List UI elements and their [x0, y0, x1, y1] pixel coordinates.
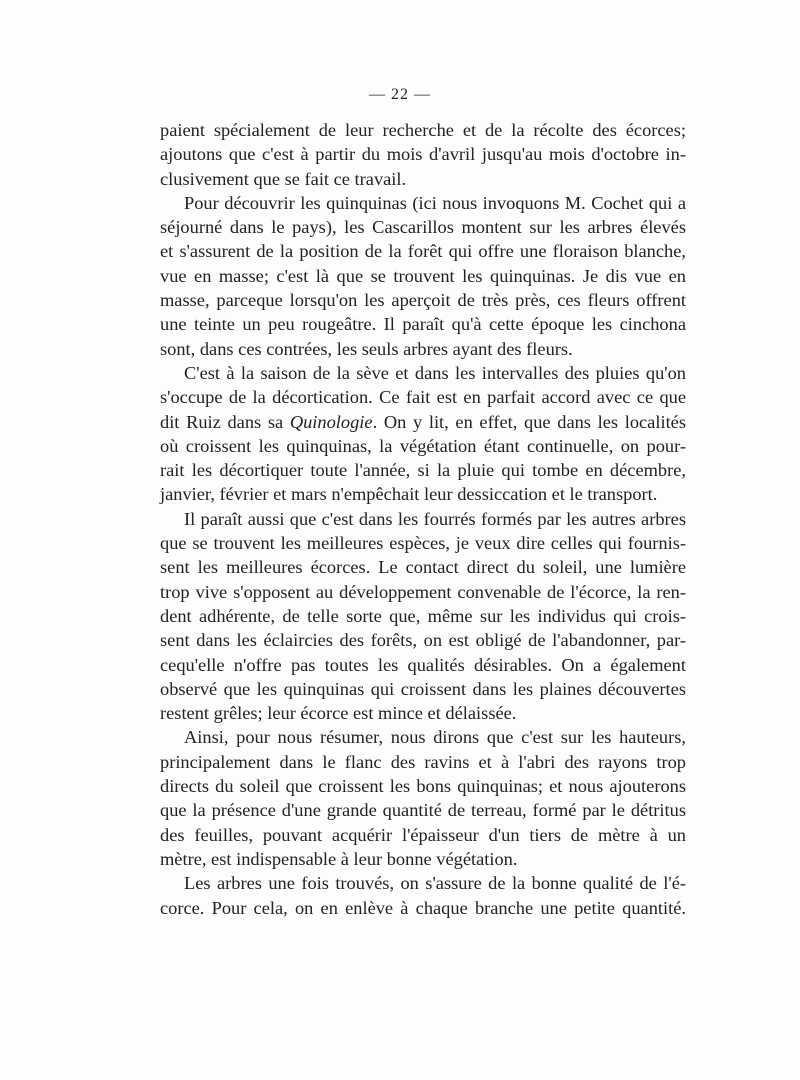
paragraph-6 — [160, 871, 686, 920]
text-line: cequ'elle n'offre pas toutes les qualités désirables. On a également — [160, 654, 686, 675]
text-line: sent les meilleures écorces. Le contact direct du soleil, une lumière — [160, 557, 686, 578]
text-line: directs du soleil que croissent les bons quinquinas; et nous ajouterons — [160, 776, 686, 797]
text-line: séjourné dans le pays), les Cascarillos montent sur les arbres élevés — [160, 217, 686, 238]
body-text — [160, 118, 686, 920]
text-line: que la présence d'une grande quantité de terreau, formé par le détritus — [160, 800, 686, 821]
text-line: mètre, est indispensable à leur bonne végétation. — [160, 848, 518, 869]
text-line: Il paraît aussi que c'est dans les fourrés formés par les autres arbres — [184, 508, 686, 529]
text-line: clusivement que se fait ce travail. — [160, 168, 407, 189]
text-line-quinologie: dit Ruiz dans sa Quinologie. On y lit, en effet, que dans les localités — [160, 411, 686, 432]
text-line: et s'assurent de la position de la forêt qui offre une floraison blanche, — [160, 241, 686, 262]
text-line: que se trouvent les meilleures espèces, je veux dire celles qui fournis- — [160, 533, 686, 554]
text-line: Ainsi, pour nous résumer, nous dirons que c'est sur les hauteurs, — [184, 727, 686, 748]
text-line: des feuilles, pouvant acquérir l'épaisseur d'un tiers de mètre à un — [160, 824, 686, 845]
text-line: Pour découvrir les quinquinas (ici nous invoquons M. Cochet qui a — [184, 192, 686, 213]
text-line: une teinte un peu rougeâtre. Il paraît qu'à cette époque les cinchona — [160, 314, 686, 335]
text-line: Les arbres une fois trouvés, on s'assure de la bonne qualité de l'é- — [184, 873, 686, 894]
text-line: masse, parceque lorsqu'on les aperçoit de très près, ces fleurs offrent — [160, 290, 686, 311]
text-line: observé que les quinquinas qui croissent dans les plaines découvertes — [160, 678, 686, 699]
text-line: C'est à la saison de la sève et dans les intervalles des pluies qu'on — [184, 362, 686, 383]
text-line: s'occupe de la décortication. Ce fait est en parfait accord avec ce que — [160, 387, 686, 408]
text-line: sont, dans ces contrées, les seuls arbres ayant des fleurs. — [160, 338, 573, 359]
paragraph-2 — [160, 191, 686, 361]
text-line: paient spécialement de leur recherche et de la récolte des écorces; — [160, 120, 686, 140]
text-line: sent dans les éclaircies des forêts, on est obligé de l'abandonner, par- — [160, 630, 686, 651]
paragraph-1 — [160, 118, 686, 191]
text-line: ajoutons que c'est à partir du mois d'avril jusqu'au mois d'octobre in- — [160, 144, 686, 165]
paragraph-3 — [160, 361, 686, 507]
paragraph-4 — [160, 507, 686, 726]
paragraph-5 — [160, 725, 686, 871]
text-line: où croissent les quinquinas, la végétation étant continuelle, on pour- — [160, 435, 686, 456]
text-line: trop vive s'opposent au développement convenable de l'écorce, la ren- — [160, 581, 686, 602]
page-number: — 22 — — [369, 86, 431, 103]
text-line: dent adhérente, de telle sorte que, même sur les individus qui crois- — [160, 605, 686, 626]
text-line: restent grêles; leur écorce est mince et délaissée. — [160, 703, 517, 724]
text-line: rait les décortiquer toute l'année, si la pluie qui tombe en décembre, — [160, 460, 686, 481]
text-line: corce. Pour cela, on en enlève à chaque branche une petite quantité. — [160, 897, 686, 918]
text-line: principalement dans le flanc des ravins et à l'abri des rayons trop — [160, 751, 686, 772]
text-line: vue en masse; c'est là que se trouvent les quinquinas. Je dis vue en — [160, 265, 686, 286]
book-title-quinologie: Quinologie — [289, 411, 373, 432]
text-line: janvier, février et mars n'empêchait leur dessiccation et le transport. — [160, 484, 658, 505]
